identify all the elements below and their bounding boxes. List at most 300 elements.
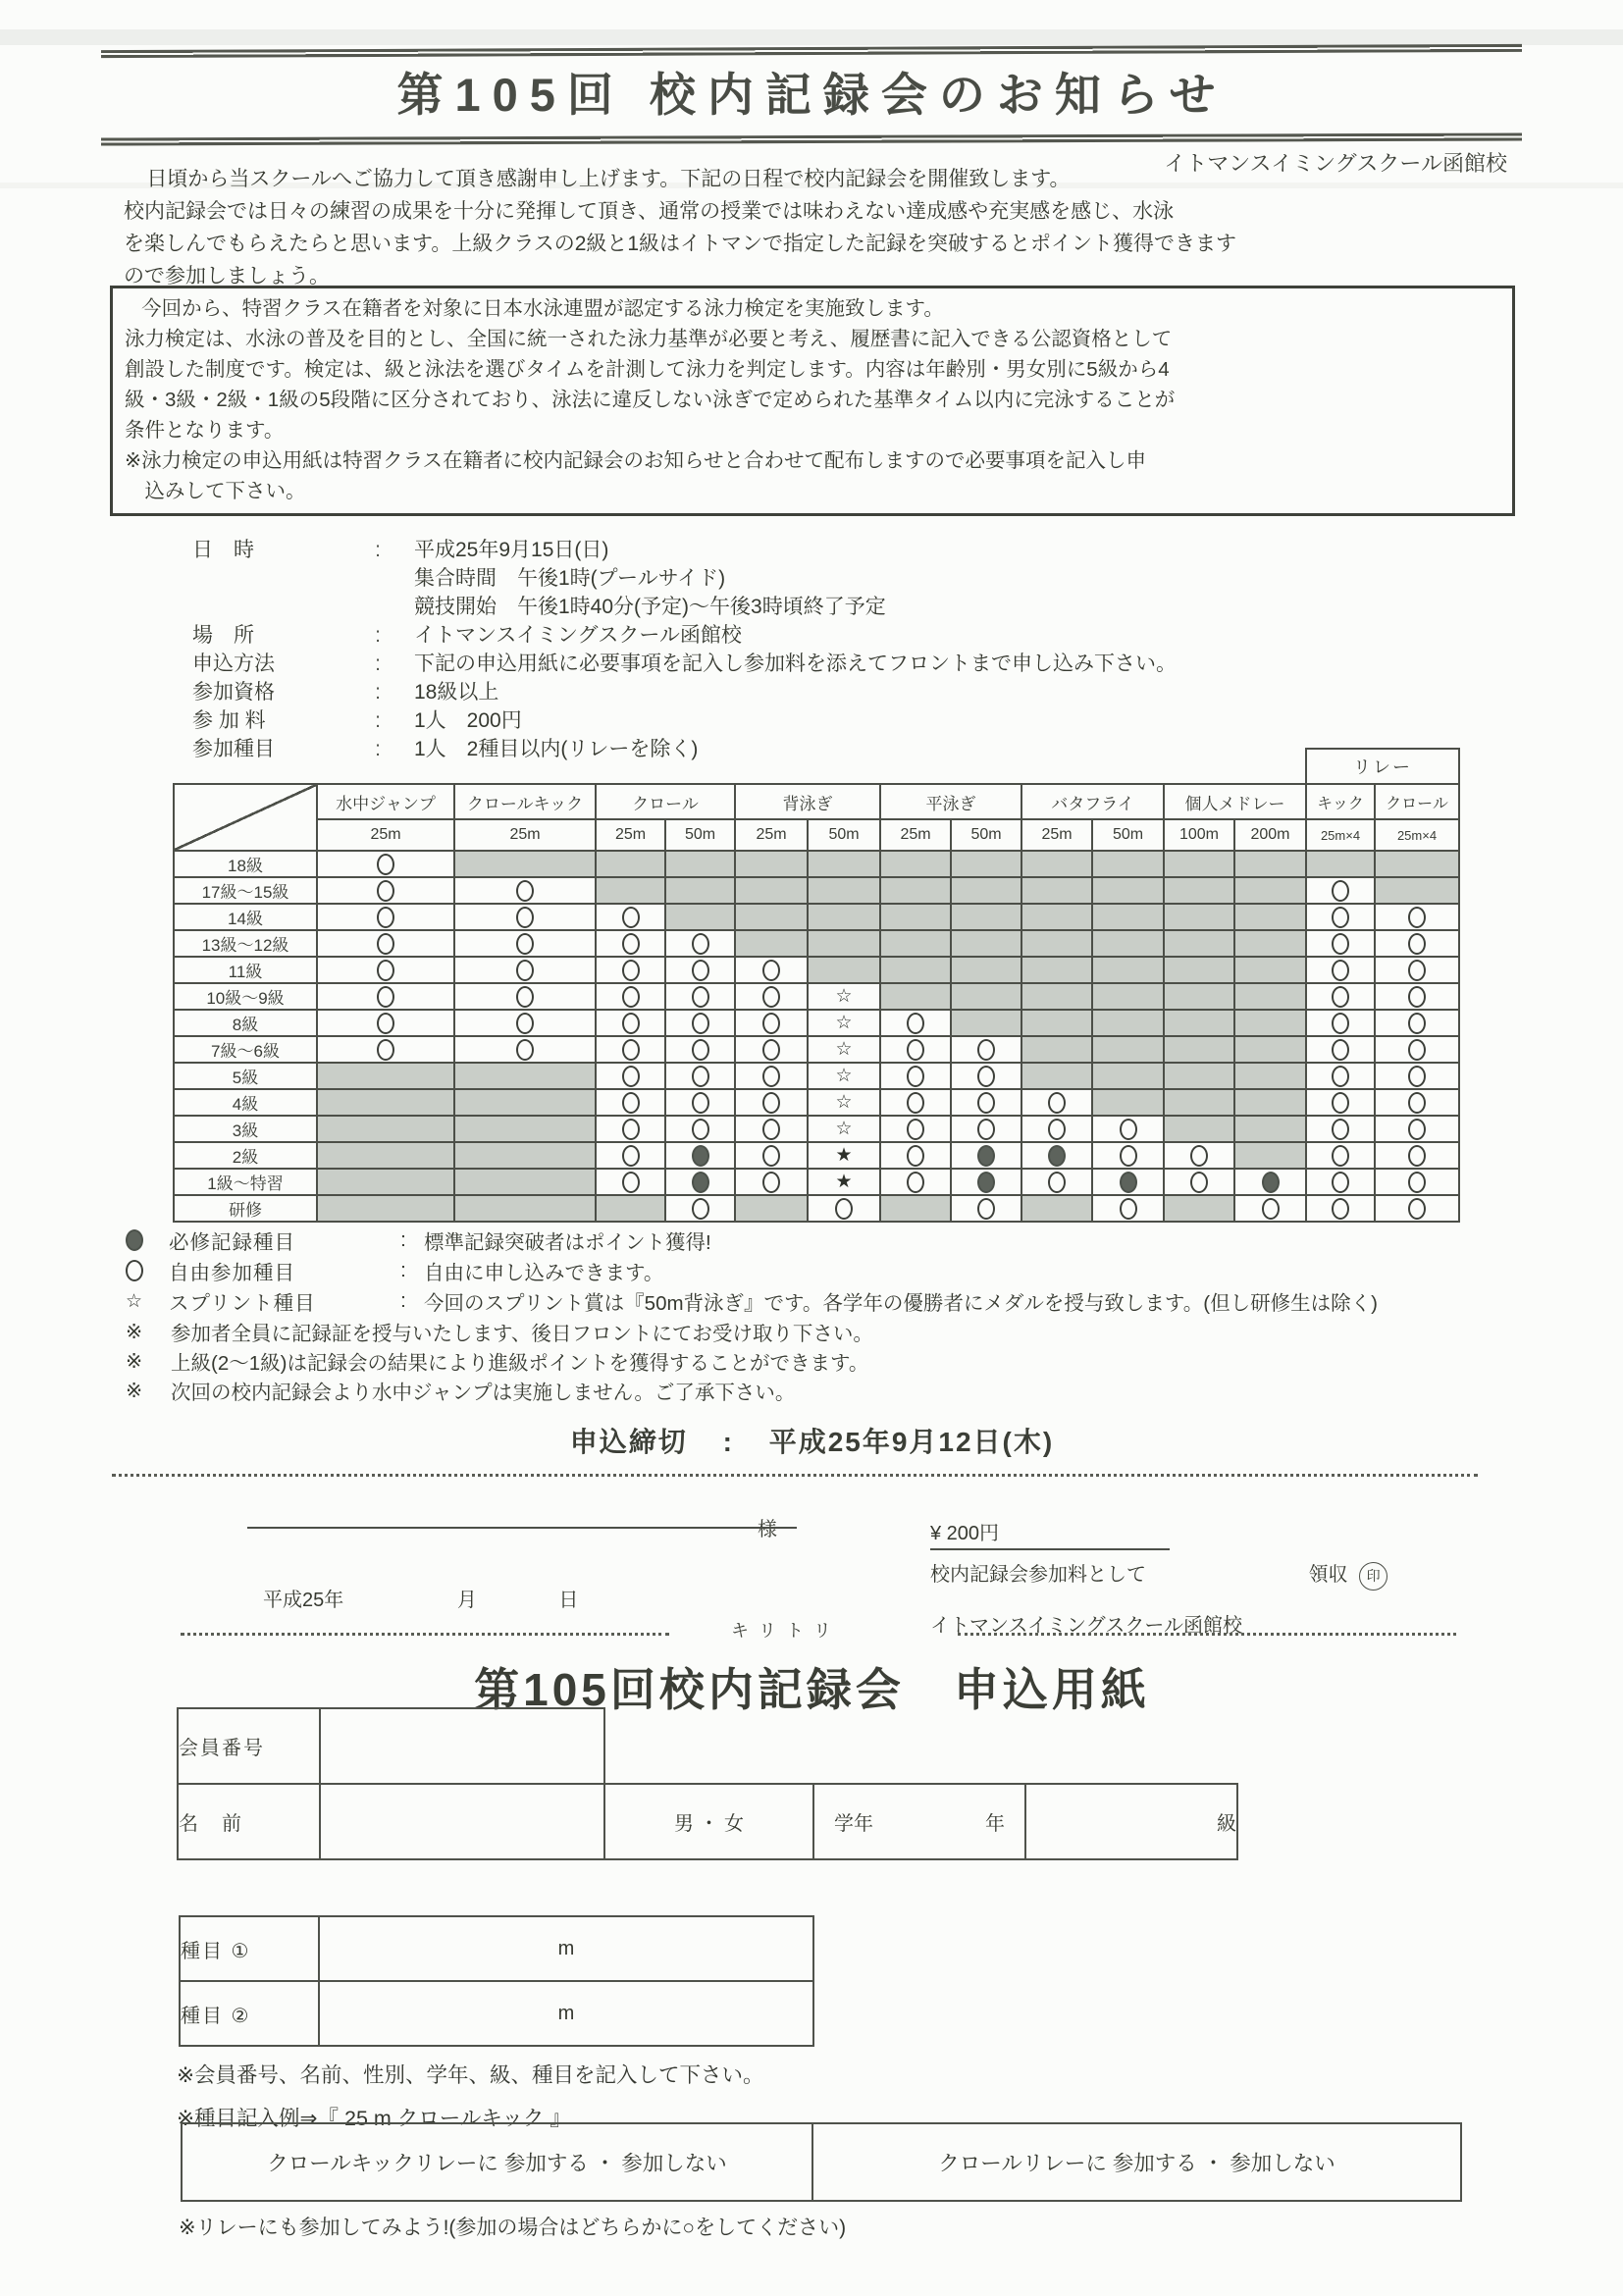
mark-open-circle (907, 1039, 924, 1061)
event-cell (1092, 1063, 1164, 1089)
event-cell (880, 1063, 951, 1089)
note-text: 参加者全員に記録証を授与いたします、後日フロントにてお受け取り下さい。 (171, 1323, 873, 1345)
mark-open-circle (977, 1092, 995, 1114)
mark-required-filled-circle (977, 1172, 995, 1193)
mark-open-circle (907, 1066, 924, 1087)
event-cell (1375, 1063, 1459, 1089)
receipt-school-name: イトマンスイミングスクール函館校 (930, 1615, 1242, 1637)
note-text: 次回の校内記録会より水中ジャンプは実施しません。ご了承下さい。 (171, 1382, 796, 1404)
mark-open-circle (692, 1039, 709, 1061)
mark-open-circle (377, 960, 394, 981)
receipt-purpose: 校内記録会参加料として (930, 1564, 1146, 1586)
legend-term: 必修記録種目 (169, 1230, 295, 1254)
stroke-header: 背泳ぎ (735, 784, 880, 819)
event-cell (1021, 983, 1092, 1010)
event-cell (880, 851, 951, 877)
diagonal-corner-cell (174, 784, 317, 851)
event-cell (317, 1169, 454, 1195)
event-cell (454, 930, 596, 957)
addressee-sama: 様 (758, 1519, 777, 1540)
mark-open-circle (1332, 1039, 1349, 1061)
receipt-day: 日 (558, 1590, 579, 1611)
event-cell (317, 983, 454, 1010)
event-cell (951, 1036, 1021, 1063)
event-cell (1234, 904, 1306, 930)
mark-open-circle (907, 1013, 924, 1034)
event-cell (454, 983, 596, 1010)
event-cell (1164, 1116, 1234, 1142)
event-table-row (174, 877, 1459, 904)
event-cell (1375, 877, 1459, 904)
mark-open-circle (907, 1092, 924, 1114)
event-cell (951, 851, 1021, 877)
relay-header: リレー (1306, 749, 1459, 784)
mark-sprint-filled-star: ★ (835, 1170, 853, 1192)
event-cell (735, 1089, 808, 1116)
mark-open-circle (1408, 960, 1426, 981)
event-table-row (174, 1142, 1459, 1169)
detail-label: 場 所 (192, 624, 254, 647)
note-marker: ※ (126, 1320, 143, 1343)
receipt-month: 月 (456, 1590, 477, 1611)
event1-field[interactable]: m (319, 1916, 813, 1981)
row-label: 研修 (174, 1195, 317, 1222)
event-cell (1375, 851, 1459, 877)
mark-open-circle (1048, 1092, 1066, 1114)
name-field[interactable] (320, 1784, 604, 1859)
detail-value: イトマンスイミングスクール函館校 (414, 624, 742, 647)
event-cell (454, 1036, 596, 1063)
mark-open-circle (622, 933, 640, 955)
mark-open-circle (1332, 1198, 1349, 1220)
receipt-amount: ¥ 200円 (930, 1523, 1000, 1544)
event-cell (1234, 1169, 1306, 1195)
event-cell (808, 930, 880, 957)
detail-label: 日 時 (192, 539, 254, 561)
event-cell (808, 1063, 880, 1089)
event-cell (1092, 1010, 1164, 1036)
event-cell (665, 957, 735, 983)
event-cell (1164, 1089, 1234, 1116)
event-table-row (174, 983, 1459, 1010)
event-table-row (174, 1195, 1459, 1222)
legend-description: 自由に申し込みできます。 (424, 1261, 664, 1284)
event-cell (880, 904, 951, 930)
stroke-header: キック (1306, 784, 1375, 819)
note-row (126, 1376, 873, 1405)
member-number-label: 会員番号 (178, 1708, 320, 1784)
mark-open-circle (692, 1119, 709, 1140)
stroke-header: 水中ジャンプ (317, 784, 454, 819)
event-cell (880, 1089, 951, 1116)
event-cell (665, 930, 735, 957)
event-cell (880, 1010, 951, 1036)
event-cell (454, 1169, 596, 1195)
event-cell (1306, 1010, 1375, 1036)
mark-open-circle (1408, 1013, 1426, 1034)
event-cell (951, 1142, 1021, 1169)
mark-required-filled-circle (977, 1145, 995, 1167)
event-cell (1164, 1010, 1234, 1036)
event-cell (454, 851, 596, 877)
mark-open-circle (1408, 907, 1426, 928)
distance-header: 50m (808, 819, 880, 851)
event-cell (735, 877, 808, 904)
event-cell (1306, 1089, 1375, 1116)
event-cell (951, 1010, 1021, 1036)
event-cell (596, 957, 665, 983)
stroke-header: 平泳ぎ (880, 784, 1021, 819)
relay-crawl-choice[interactable]: クロールリレーに 参加する ・ 参加しない (812, 2123, 1461, 2201)
event2-field[interactable]: m (319, 1981, 813, 2046)
mark-open-circle (692, 986, 709, 1008)
event-cell (665, 1063, 735, 1089)
mark-open-circle (622, 960, 640, 981)
mark-open-circle (516, 880, 534, 902)
event-cell (665, 1089, 735, 1116)
event-cell (1234, 1142, 1306, 1169)
mark-open-circle (977, 1039, 995, 1061)
relay-note: ※リレーにも参加してみよう!(参加の場合はどちらかに○をしてください) (179, 2217, 847, 2239)
mark-sprint-open-star: ☆ (835, 1064, 853, 1086)
distance-header: 25m (735, 819, 808, 851)
event-cell (1375, 904, 1459, 930)
mark-open-circle (1048, 1119, 1066, 1140)
event-cell (1375, 1036, 1459, 1063)
intro-line: 校内記録会では日々の練習の成果を十分に発揮して頂き、通常の授業では味わえない達成感や充実感を感じ、水泳 (124, 200, 1175, 223)
relay-kick-choice[interactable]: クロールキックリレーに 参加する ・ 参加しない (182, 2123, 812, 2201)
event-cell (808, 877, 880, 904)
mark-open-circle (1408, 1119, 1426, 1140)
event-table-row (174, 1036, 1459, 1063)
detail-colon: : (375, 652, 381, 675)
row-label: 17級〜15級 (174, 877, 317, 904)
event-cell (1092, 851, 1164, 877)
event-cell (735, 1063, 808, 1089)
mark-open-circle (762, 1145, 780, 1167)
event-cell (665, 877, 735, 904)
mark-open-circle (1262, 1198, 1280, 1220)
member-number-field[interactable] (320, 1708, 604, 1784)
event-cell (1021, 1169, 1092, 1195)
legend-description: 今回のスプリント賞は『50m背泳ぎ』です。各学年の優勝者にメダルを授与致します。(但し研修生は除く) (424, 1291, 1378, 1315)
title-rule-bottom (101, 132, 1522, 145)
distance-header: 50m (951, 819, 1021, 851)
detail-row (192, 621, 1177, 650)
detail-label: 参 加 料 (192, 709, 266, 732)
row-label: 13級〜12級 (174, 930, 317, 957)
detail-colon: : (375, 738, 381, 760)
swim-class-cell[interactable]: 級 (1025, 1784, 1237, 1859)
legend-term: スプリント種目 (169, 1291, 316, 1315)
event-cell (1306, 904, 1375, 930)
event-cell (808, 1116, 880, 1142)
event-cell (1092, 1142, 1164, 1169)
distance-header: 25m (1021, 819, 1092, 851)
event-cell (951, 1063, 1021, 1089)
distance-header-row (174, 819, 1459, 851)
event-cell (808, 1036, 880, 1063)
event-cell (1375, 930, 1459, 957)
event-cell (454, 877, 596, 904)
legend-row (126, 1225, 1378, 1255)
detail-row (192, 536, 1177, 564)
mark-open-circle (1332, 1119, 1349, 1140)
grade-suffix: 年 (985, 1813, 1005, 1835)
event-cell (1092, 1169, 1164, 1195)
legend-symbol (126, 1289, 169, 1313)
legend-term: 自由参加種目 (169, 1261, 295, 1284)
event-table-row (174, 851, 1459, 877)
mark-open-circle (762, 960, 780, 981)
event-cell (1306, 1063, 1375, 1089)
event-cell (1164, 851, 1234, 877)
event-cell (317, 877, 454, 904)
row-label: 8級 (174, 1010, 317, 1036)
event-cell (808, 904, 880, 930)
event-cell (1021, 930, 1092, 957)
event-table-row (174, 1063, 1459, 1089)
mark-open-circle (1408, 1145, 1426, 1167)
legend-row (126, 1255, 1378, 1285)
detail-value: 平成25年9月15日(日) (414, 539, 609, 561)
row-label: 3級 (174, 1116, 317, 1142)
event-cell (951, 877, 1021, 904)
event-cell (317, 1063, 454, 1089)
receipt-purpose-line (930, 1558, 1480, 1591)
event-table-row (174, 957, 1459, 983)
event-cell (1164, 983, 1234, 1010)
row-label: 10級〜9級 (174, 983, 317, 1010)
mark-open-circle (377, 907, 394, 928)
event-cell (1021, 1063, 1092, 1089)
detail-colon: : (375, 624, 381, 647)
spacer (174, 749, 1306, 784)
event-grid (173, 748, 1460, 1223)
mark-open-circle (126, 1260, 143, 1281)
event-cell (596, 1142, 665, 1169)
notice-line: 今回から、特習クラス在籍者を対象に日本水泳連盟が認定する泳力検定を実施致します。 (141, 297, 944, 320)
notice-line: ※泳力検定の申込用紙は特習クラス在籍者に校内記録会のお知らせと合わせて配布しますので必要事項を記入し申 (125, 449, 1146, 472)
mark-open-circle (907, 1172, 924, 1193)
row-label: 5級 (174, 1063, 317, 1089)
mark-open-circle (977, 1119, 995, 1140)
legend-symbol (126, 1259, 169, 1282)
event-cell (880, 1195, 951, 1222)
mark-open-circle (1190, 1172, 1208, 1193)
legend-colon: : (400, 1288, 406, 1312)
mark-open-circle (692, 1066, 709, 1087)
mark-open-circle (622, 1145, 640, 1167)
stroke-header: クロール (596, 784, 735, 819)
form-example-note: ※種目記入例⇒『 25 m クロールキック 』 (177, 2107, 571, 2130)
mark-sprint-open-star: ☆ (835, 984, 853, 1007)
event-cell (735, 930, 808, 957)
mark-open-circle (762, 1066, 780, 1087)
event-cell (665, 904, 735, 930)
event-cell (665, 1169, 735, 1195)
mark-open-circle (1408, 1039, 1426, 1061)
intro-line: を楽しんでもらえたらと思います。上級クラスの2級と1級はイトマンで指定した記録を突破するとポイント獲得できます (124, 233, 1237, 255)
event-cell (665, 1116, 735, 1142)
mark-open-circle (516, 960, 534, 981)
school-grade-cell[interactable] (813, 1784, 1025, 1859)
mark-open-circle (1332, 960, 1349, 981)
deadline-label: 申込締切 (569, 1427, 688, 1457)
mark-open-circle (762, 1119, 780, 1140)
event-cell (317, 904, 454, 930)
seal-stamp-icon: 印 (1359, 1562, 1387, 1591)
row-label: 14級 (174, 904, 317, 930)
mark-sprint-open-star: ☆ (835, 1117, 853, 1139)
event-table-row (174, 1089, 1459, 1116)
row-label: 18級 (174, 851, 317, 877)
detail-row (192, 706, 1177, 735)
mark-open-circle (377, 933, 394, 955)
mark-open-circle (1120, 1198, 1137, 1220)
event-cell (735, 851, 808, 877)
event-cell (880, 1142, 951, 1169)
event-cell (665, 1142, 735, 1169)
distance-header: 25m (596, 819, 665, 851)
event-cell (454, 904, 596, 930)
event-cell (735, 904, 808, 930)
mark-required-filled-circle (1048, 1145, 1066, 1167)
event-cell (1234, 983, 1306, 1010)
gender-choice[interactable]: 男 ・ 女 (604, 1784, 813, 1859)
event-table-row (174, 1116, 1459, 1142)
event-table-row (174, 904, 1459, 930)
mark-open-circle (1332, 1145, 1349, 1167)
event-cell (1164, 930, 1234, 957)
event-cell (596, 1010, 665, 1036)
amount-underline (930, 1548, 1170, 1550)
event-cell (1234, 930, 1306, 957)
distance-header: 25m (880, 819, 951, 851)
notes-list (126, 1317, 873, 1405)
event-cell (317, 957, 454, 983)
mark-open-circle (977, 1066, 995, 1087)
note-text: 上級(2〜1級)は記録会の結果により進級ポイントを獲得することができます。 (171, 1352, 869, 1375)
name-label: 名 前 (178, 1784, 320, 1859)
event-cell (1092, 1036, 1164, 1063)
event-cell (596, 1036, 665, 1063)
mark-open-circle (762, 986, 780, 1008)
event-cell (1092, 983, 1164, 1010)
stroke-header-row (174, 784, 1459, 819)
detail-value: 1人 200円 (414, 709, 522, 732)
legend-description: 標準記録突破者はポイント獲得! (424, 1230, 711, 1254)
detail-label: 参加種目 (192, 738, 275, 760)
event-cell (665, 1010, 735, 1036)
event-cell (735, 1195, 808, 1222)
event-cell (880, 983, 951, 1010)
event-cell (1164, 1169, 1234, 1195)
event-cell (665, 851, 735, 877)
event-cell (1164, 1195, 1234, 1222)
event-cell (1092, 957, 1164, 983)
mark-open-circle (1048, 1172, 1066, 1193)
relay-cap-row (174, 749, 1459, 784)
relay-participation-table (181, 2122, 1462, 2202)
event-cell (880, 957, 951, 983)
event-cell (1306, 1036, 1375, 1063)
event-cell (1164, 1036, 1234, 1063)
row-label: 11級 (174, 957, 317, 983)
detail-label: 参加資格 (192, 681, 275, 704)
row-label: 4級 (174, 1089, 317, 1116)
mark-open-circle (1332, 1066, 1349, 1087)
detail-colon: : (375, 709, 381, 732)
event-cell (1021, 1089, 1092, 1116)
event-cell (454, 1116, 596, 1142)
stroke-header: バタフライ (1021, 784, 1164, 819)
event-cell (1306, 1169, 1375, 1195)
event-cell (596, 1116, 665, 1142)
event-cell (1092, 1089, 1164, 1116)
detail-colon: : (375, 539, 381, 561)
event-cell (808, 1195, 880, 1222)
event-cell (951, 930, 1021, 957)
event-cell (1306, 957, 1375, 983)
mark-required-filled-circle (1262, 1172, 1280, 1193)
notice-line: 級・3級・2級・1級の5段階に区分されており、泳法に違反しない泳ぎで定められた基準タイム以内に完泳することが (125, 389, 1176, 411)
event-cell (1021, 1010, 1092, 1036)
event-cell (880, 877, 951, 904)
event-cell (317, 1036, 454, 1063)
event-cell (1164, 1142, 1234, 1169)
event1-label: 種目 ① (180, 1916, 319, 1981)
event-cell (1234, 1036, 1306, 1063)
detail-label: 申込方法 (192, 652, 275, 675)
event-cell (1375, 1010, 1459, 1036)
event-cell (596, 851, 665, 877)
mark-open-circle (622, 1066, 640, 1087)
page-title: 第105回 校内記録会のお知らせ (396, 69, 1228, 121)
mark-sprint-open-star: ☆ (835, 1011, 853, 1033)
event-cell (808, 957, 880, 983)
event-cell (951, 957, 1021, 983)
mark-open-circle (377, 880, 394, 902)
cut-dotted-line-right (958, 1633, 1456, 1636)
mark-open-circle (907, 1119, 924, 1140)
mark-open-circle (1408, 986, 1426, 1008)
row-label: 1級〜特習 (174, 1169, 317, 1195)
row-label: 7級〜6級 (174, 1036, 317, 1063)
form-title: 第105回校内記録会 申込用紙 (474, 1664, 1150, 1715)
notice-line: 創設した制度です。検定は、級と泳法を選びタイムを計測して泳力を判定します。内容は年齢別・男女別に5級から4 (125, 358, 1170, 381)
mark-open-circle (977, 1198, 995, 1220)
form-fill-note: ※会員番号、名前、性別、学年、級、種目を記入して下さい。 (177, 2063, 764, 2087)
event-cell (1375, 1142, 1459, 1169)
deadline-colon: : (722, 1427, 734, 1457)
distance-header: 50m (1092, 819, 1164, 851)
mark-open-circle (692, 1092, 709, 1114)
distance-header: 200m (1234, 819, 1306, 851)
event-cell (596, 1195, 665, 1222)
event-cell (596, 930, 665, 957)
mark-open-circle (377, 1013, 394, 1034)
event-cell (1021, 877, 1092, 904)
mark-open-circle (762, 1013, 780, 1034)
cut-here-label: キリトリ (731, 1621, 841, 1641)
mark-sprint-filled-star: ★ (835, 1143, 853, 1166)
grade-label: 学年 (834, 1813, 873, 1835)
receipt-era-year: 平成25年 (263, 1590, 344, 1611)
mark-open-circle (516, 986, 534, 1008)
note-row (126, 1317, 873, 1346)
distance-header: 25m (454, 819, 596, 851)
